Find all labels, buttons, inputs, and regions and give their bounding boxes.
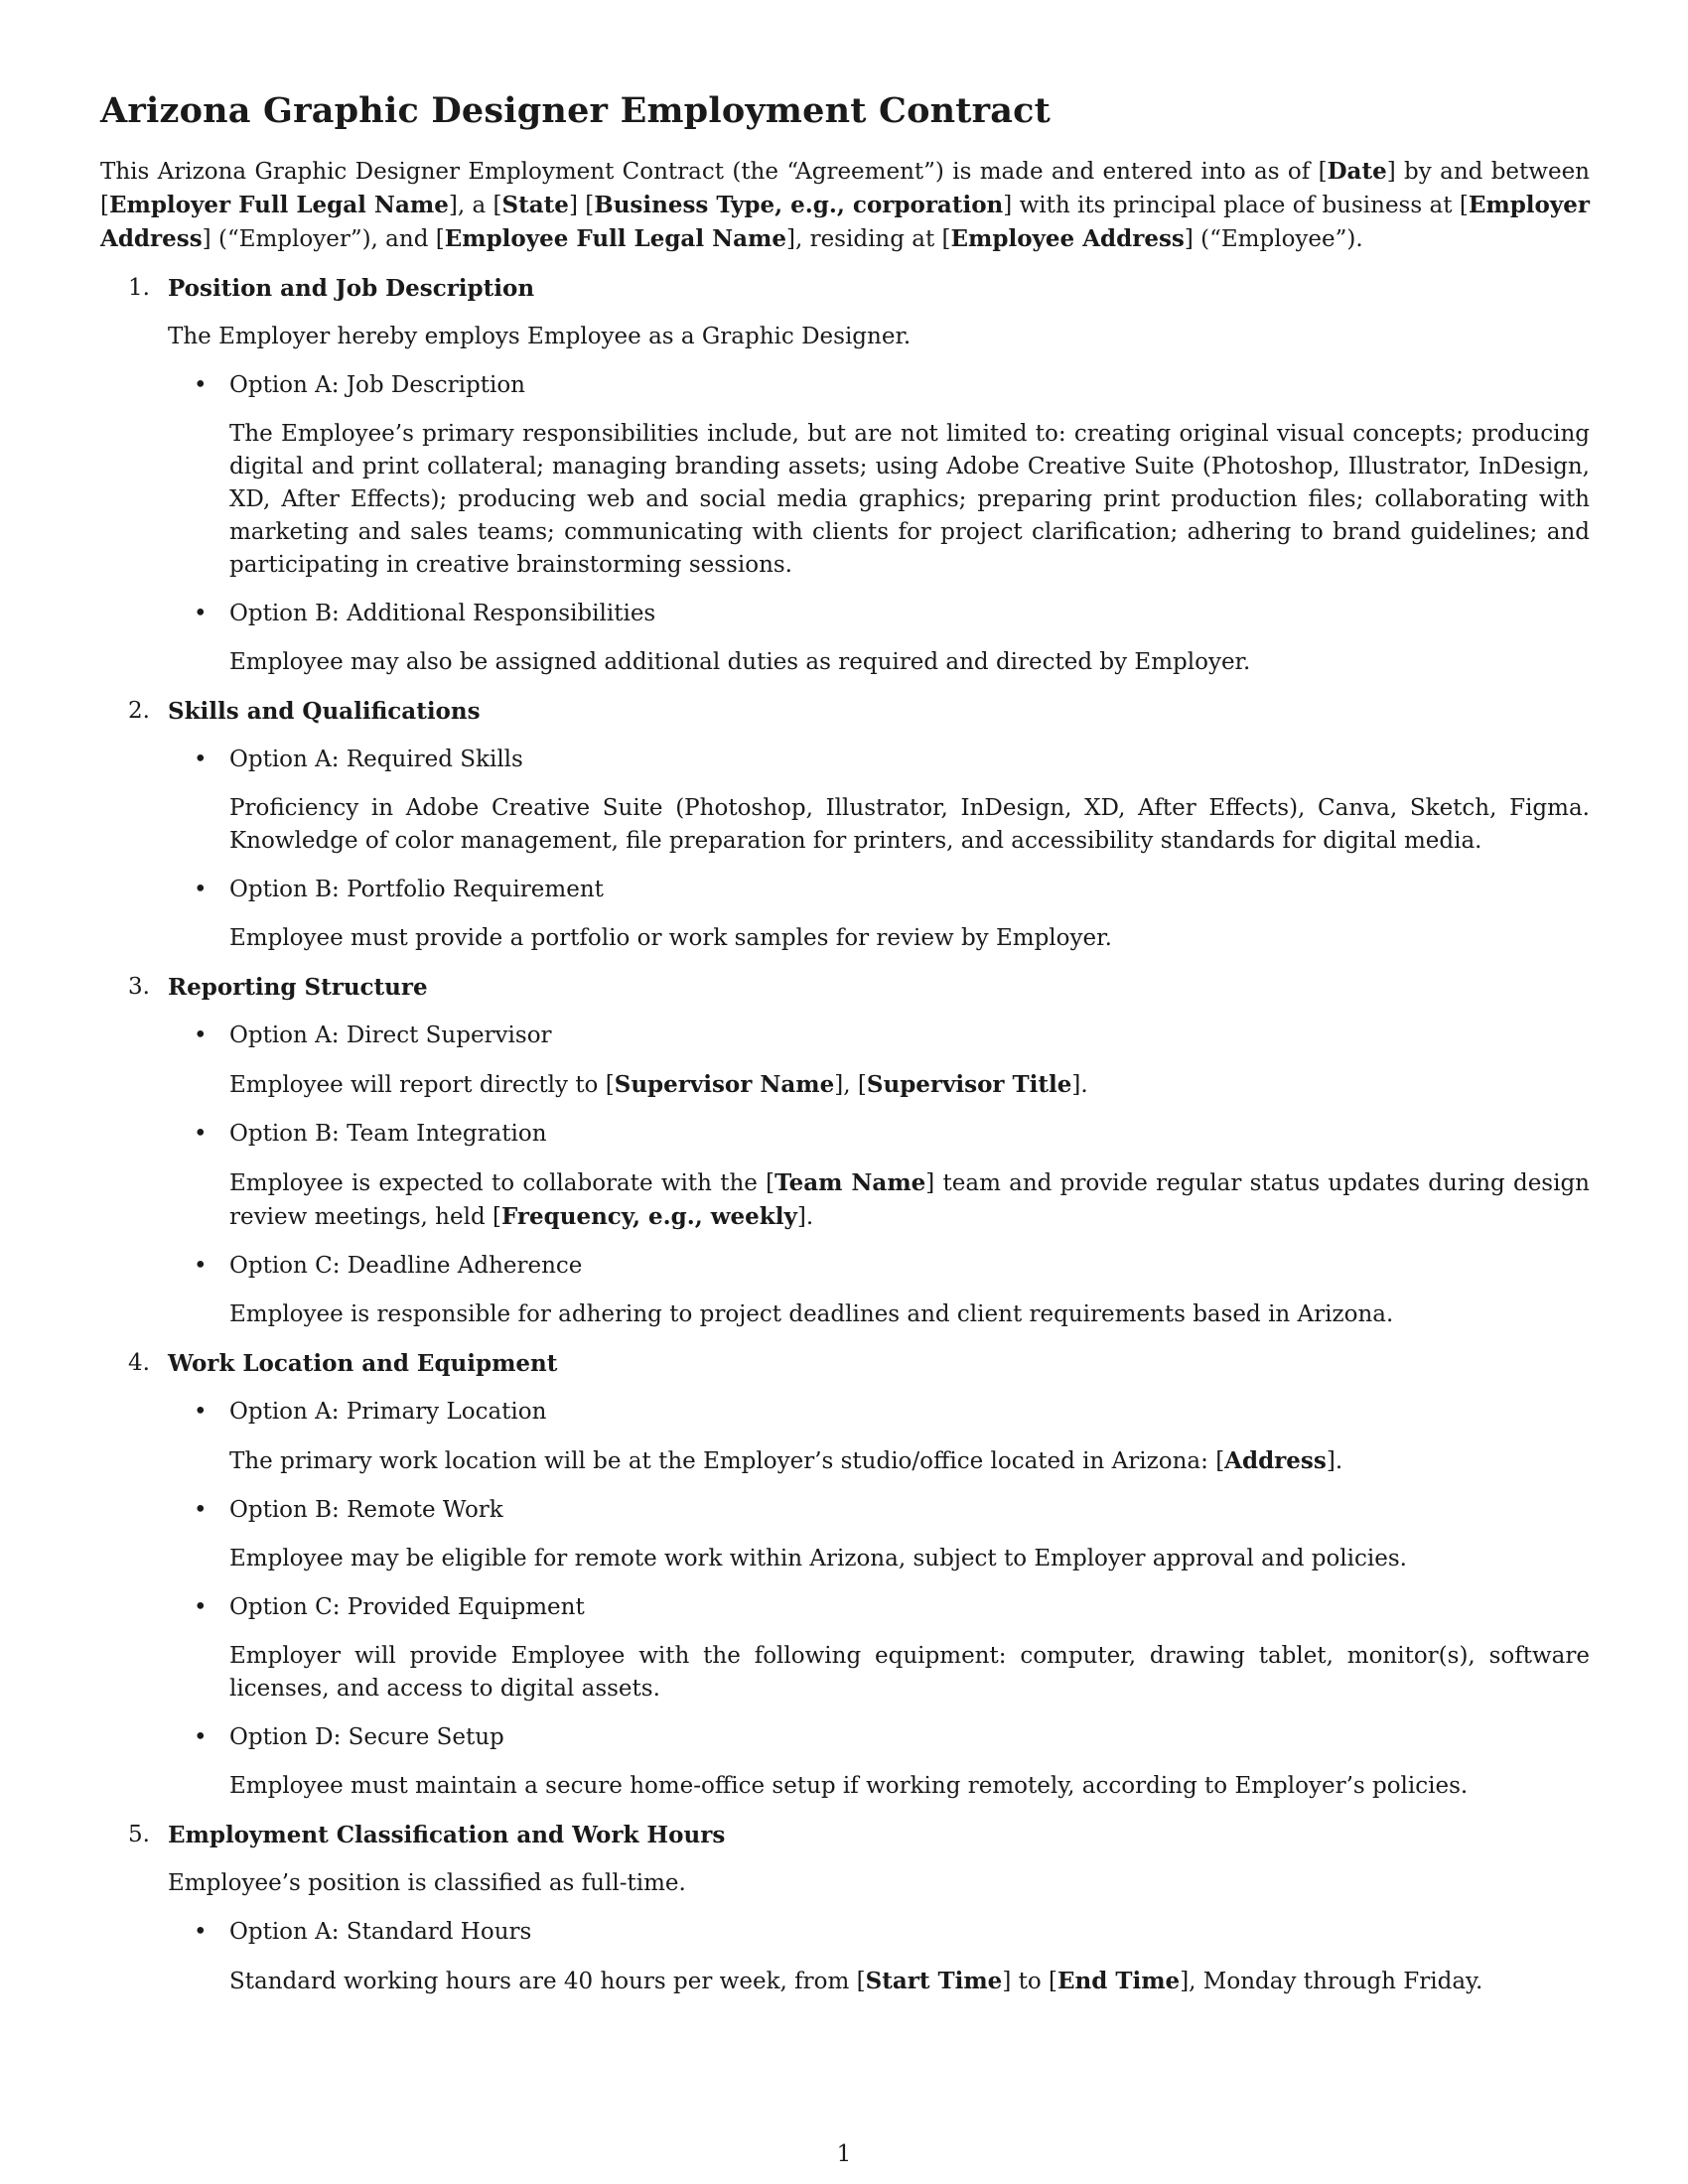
section-item [100,971,1590,1331]
text-run: by and between [1395,159,1590,185]
bullet-icon: • [194,1497,208,1523]
text-run: The primary work location will be at the Employer’s studio/office located in Arizona: [229,1448,1216,1474]
option-list [168,1916,1590,1998]
section-item [100,1347,1590,1803]
text-run: (“Employer”), and [211,226,436,252]
text-run [578,193,585,218]
option-item [168,1020,1590,1102]
bullet-icon: • [194,601,208,626]
placeholder-field: Frequency, e.g., weekly [500,1203,797,1230]
placeholder-field: Employee Full Legal Name [444,225,786,252]
bullet-icon: • [194,1399,208,1425]
section-item [100,272,1590,679]
section-text: Employee’s position is classified as full-time. [168,1870,686,1896]
option-item [168,744,1590,858]
option-text [229,1770,1590,1803]
text-run: Employee will report directly to [229,1072,606,1098]
placeholder-field: Employer Address [100,192,1590,252]
text-run: Employee is expected to collaborate with the [229,1170,767,1196]
option-text [229,1543,1590,1575]
option-label: Option B: Additional Responsibilities [229,601,656,626]
option-label: Option A: Direct Supervisor [229,1023,552,1048]
bullet-icon: • [194,1253,208,1279]
placeholder-field: Start Time [865,1968,1003,1994]
option-label: Option D: Secure Setup [229,1724,504,1750]
section-number: 2. [128,698,150,724]
bullet-icon: • [194,1023,208,1048]
option-label: Option A: Standard Hours [229,1919,532,1945]
text-run: (“Employee”). [1193,226,1363,252]
bullet-icon: • [194,747,208,772]
option-item [168,1494,1590,1575]
text-run: . [1335,1448,1343,1474]
bullet-icon: • [194,1594,208,1620]
placeholder-field: Address [1224,1447,1327,1474]
text-run: , residing at [794,226,942,252]
placeholder-field: State [501,192,569,218]
section-title: Skills and Qualifications [168,698,481,725]
text-run: Employee must provide a portfolio or work samples for review by Employer. [229,925,1112,951]
section-number: 1. [128,275,150,301]
bullet-icon: • [194,1919,208,1945]
bullet-icon: • [194,372,208,398]
document-title: Arizona Graphic Designer Employment Contract [100,90,1052,131]
text-run: Employee may also be assigned additional duties as required and directed by Employer. [229,649,1251,675]
bullet-icon: • [194,877,208,902]
text-run: Employee is responsible for adhering to project deadlines and client requirements based in Arizona. [229,1301,1394,1327]
option-list [168,744,1590,955]
placeholder-field: Supervisor Name [614,1071,835,1098]
option-text [229,922,1590,955]
option-label: Option A: Job Description [229,372,525,398]
option-text [229,1640,1590,1706]
placeholder-field: Team Name [774,1169,926,1196]
option-label: Option B: Remote Work [229,1497,503,1523]
page-number: 1 [836,2141,852,2167]
option-item [168,1118,1590,1234]
option-item [168,369,1590,582]
text-run: Proficiency in Adobe Creative Suite (Photoshop, Illustrator, InDesign, XD, After Effects), Canva, Sketch, Figma. Knowledge of color management, file preparation for printers, and accessibility standards for digital media. [229,795,1590,854]
option-text: The primary work location will be at the Employer’s studio/office located in Arizona: [Address]. [229,1447,1343,1474]
placeholder-field: Employer Full Legal Name [108,192,449,218]
option-text: Employee is expected to collaborate with the [Team Name] team and provide regular status updates during design review meetings, held [Frequency, e.g., weekly]. [229,1169,1590,1230]
option-label: Option B: Portfolio Requirement [229,877,604,902]
option-list [168,1396,1590,1803]
option-item [168,1591,1590,1706]
text-run: The Employee’s primary responsibilities include, but are not limited to: creating original visual concepts; producing digital and print collateral; managing branding assets; using Adobe Creative Suite (Photoshop, Illustrator, InDesign, XD, After Effects); producing web and social media graphics; preparing print production files; collaborating with marketing and sales teams; communicating with clients for project clarification; adhering to brand guidelines; and participating in creative brainstorming sessions. [229,421,1590,578]
text-run: Employee must maintain a secure home-office setup if working remotely, according to Employer’s policies. [229,1773,1469,1799]
option-item [168,1721,1590,1803]
section-number: 5. [128,1822,150,1847]
text-run: This Arizona Graphic Designer Employment Contract (the “Agreement”) is made and entered into as of [100,159,1319,185]
text-run: , [843,1072,858,1098]
text-run: , Monday through Friday. [1189,1969,1483,1994]
text-run: Employer will provide Employee with the following equipment: computer, drawing tablet, monitor(s), software licenses, and access to digital assets. [229,1643,1590,1702]
option-item [168,1916,1590,1998]
placeholder-field: Business Type, e.g., corporation [594,192,1004,218]
text-run: Employee may be eligible for remote work within Arizona, subject to Employer approval and policies. [229,1546,1407,1571]
section-list [100,272,1590,1998]
option-text [229,418,1590,582]
section-title: Employment Classification and Work Hours [168,1822,726,1848]
section-title: Work Location and Equipment [168,1350,558,1377]
option-label: Option A: Required Skills [229,747,523,772]
option-item [168,1250,1590,1331]
section-item [100,695,1590,955]
option-list [168,1020,1590,1331]
text-run: team and provide regular status updates during design review meetings, held [229,1170,1590,1230]
intro-paragraph: This Arizona Graphic Designer Employment Contract (the “Agreement”) is made and entered into as of [Date] by and between [Employer Full Legal Name], a [State] [Business Type, e.g., corporation] with its principal place of business at [Employer Address] (“Employer”), and [Employee Full Legal Name], residing at [Employee Address] (“Employee”). [100,158,1590,252]
option-item [168,598,1590,679]
option-text [229,1298,1590,1331]
section-item [100,1819,1590,1998]
option-text: Employee will report directly to [Supervisor Name], [Supervisor Title]. [229,1071,1088,1098]
option-item [168,874,1590,955]
option-label: Option C: Provided Equipment [229,1594,585,1620]
text-run: with its principal place of business at [1012,193,1460,218]
section-number: 3. [128,974,150,1000]
section-title: Position and Job Description [168,275,535,302]
bullet-icon: • [194,1724,208,1750]
section-title: Reporting Structure [168,974,428,1001]
option-list [168,369,1590,679]
section-text: The Employer hereby employs Employee as a Graphic Designer. [168,324,912,349]
option-label: Option A: Primary Location [229,1399,547,1425]
option-label: Option B: Team Integration [229,1121,547,1147]
text-run: , a [457,193,493,218]
placeholder-field: Employee Address [950,225,1185,252]
option-item [168,1396,1590,1478]
placeholder-field: Supervisor Title [866,1071,1072,1098]
bullet-icon: • [194,1121,208,1147]
text-run: . [1080,1072,1088,1098]
section-number: 4. [128,1350,150,1376]
text-run: . [805,1204,814,1230]
option-text [229,792,1590,858]
placeholder-field: Date [1327,158,1387,185]
placeholder-field: End Time [1057,1968,1181,1994]
text-run: to [1011,1969,1050,1994]
document-page [100,89,1590,2014]
text-run: Standard working hours are 40 hours per week, from [229,1969,857,1994]
option-text: Standard working hours are 40 hours per week, from [Start Time] to [End Time], Monday through Friday. [229,1968,1483,1994]
option-label: Option C: Deadline Adherence [229,1253,583,1279]
option-text [229,646,1590,679]
